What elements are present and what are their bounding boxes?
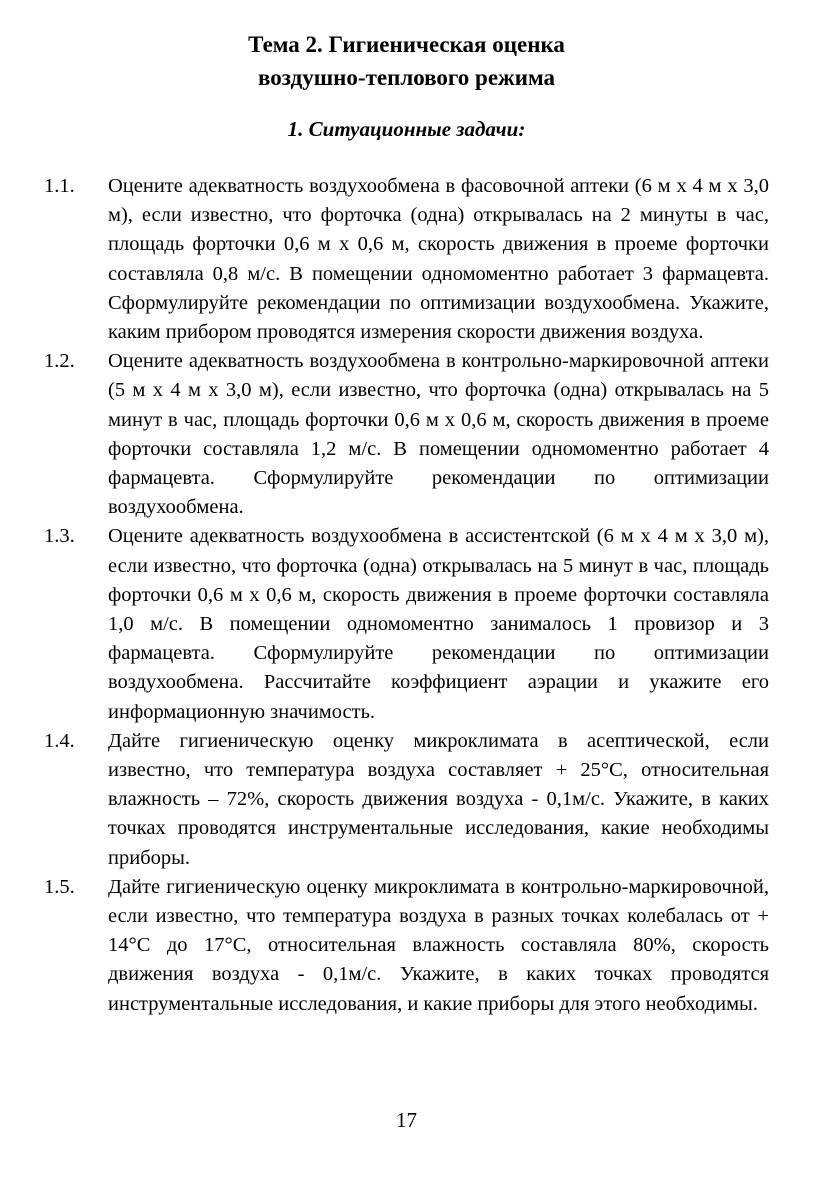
task-text: Оцените адекватность воздухообмена в фасовочной аптеки (6 м х 4 м х 3,0 м), если известно, что форточка (одна) открывалась на 2 минуты в час, площадь форточки 0,6 м х 0,6 м, скорость движения в проеме форточки составляла 0,8 м/с. В помещении одномоментно работает 3 фармацевта. Сформулируйте рекомендации по оптимизации воздухообмена. Укажите, каким прибором проводятся измерения скорости движения воздуха. [108,175,769,344]
task-number: 1.1. [44,175,75,197]
task-text: Оцените адекватность воздухообмена в ассистентской (6 м х 4 м х 3,0 м), если известно, что форточка (одна) открывалась на 5 минут в час, площадь форточки 0,6 м х 0,6 м, скорость движения в проеме форточки составляла 1,0 м/с. В помещении одномоментно занималось 1 провизор и 3 фармацевта. Сформулируйте рекомендации по оптимизации воздухообмена. Рассчитайте коэффициент аэрации и укажите его информационную значимость. [108,525,769,723]
task-number: 1.2. [44,350,75,373]
task-text: Дайте гигиеническую оценку микроклимата в асептической, если известно, что температура воздуха составляет + 25°С, относительная влажность – 72%, скорость движения воздуха - 0,1м/с. Укажите, в каких точках проводятся инструментальные исследования, какие необходимы приборы. [108,729,769,869]
task-item [0,522,813,726]
document-title [0,28,813,94]
task-number: 1.3. [44,525,75,548]
task-list [0,172,813,1019]
task-text: Оцените адекватность воздухообмена в контрольно-маркировочной аптеки (5 м х 4 м х 3,0 м), если известно, что форточка (одна) открывалась на 5 минут в час, площадь форточки 0,6 м х 0,6 м, скорость движения в проеме форточки составляла 1,2 м/с. В помещении одномоментно работает 4 фармацевта. Сформулируйте рекомендации по оптимизации воздухообмена. [108,350,769,519]
task-item [0,873,813,1019]
task-number: 1.4. [44,729,75,752]
task-text: Дайте гигиеническую оценку микроклимата в контрольно-маркировочной, если известно, что температура воздуха в разных точках колебалась от + 14°С до 17°С, относительная влажность составляла 80%, скорость движения воздуха - 0,1м/с. Укажите, в каких точках проводятся инструментальные исследования, и какие приборы для этого необходимы. [108,875,769,1015]
task-number: 1.5. [44,875,75,898]
title-line-2: воздушно-теплового режима [258,65,555,90]
page-number: 17 [396,1108,417,1132]
task-item [0,172,813,347]
task-item [0,727,813,873]
section-heading: 1. Ситуационные задачи: [287,117,526,141]
task-item [0,347,813,522]
title-line-1: Тема 2. Гигиеническая оценка [248,32,565,57]
